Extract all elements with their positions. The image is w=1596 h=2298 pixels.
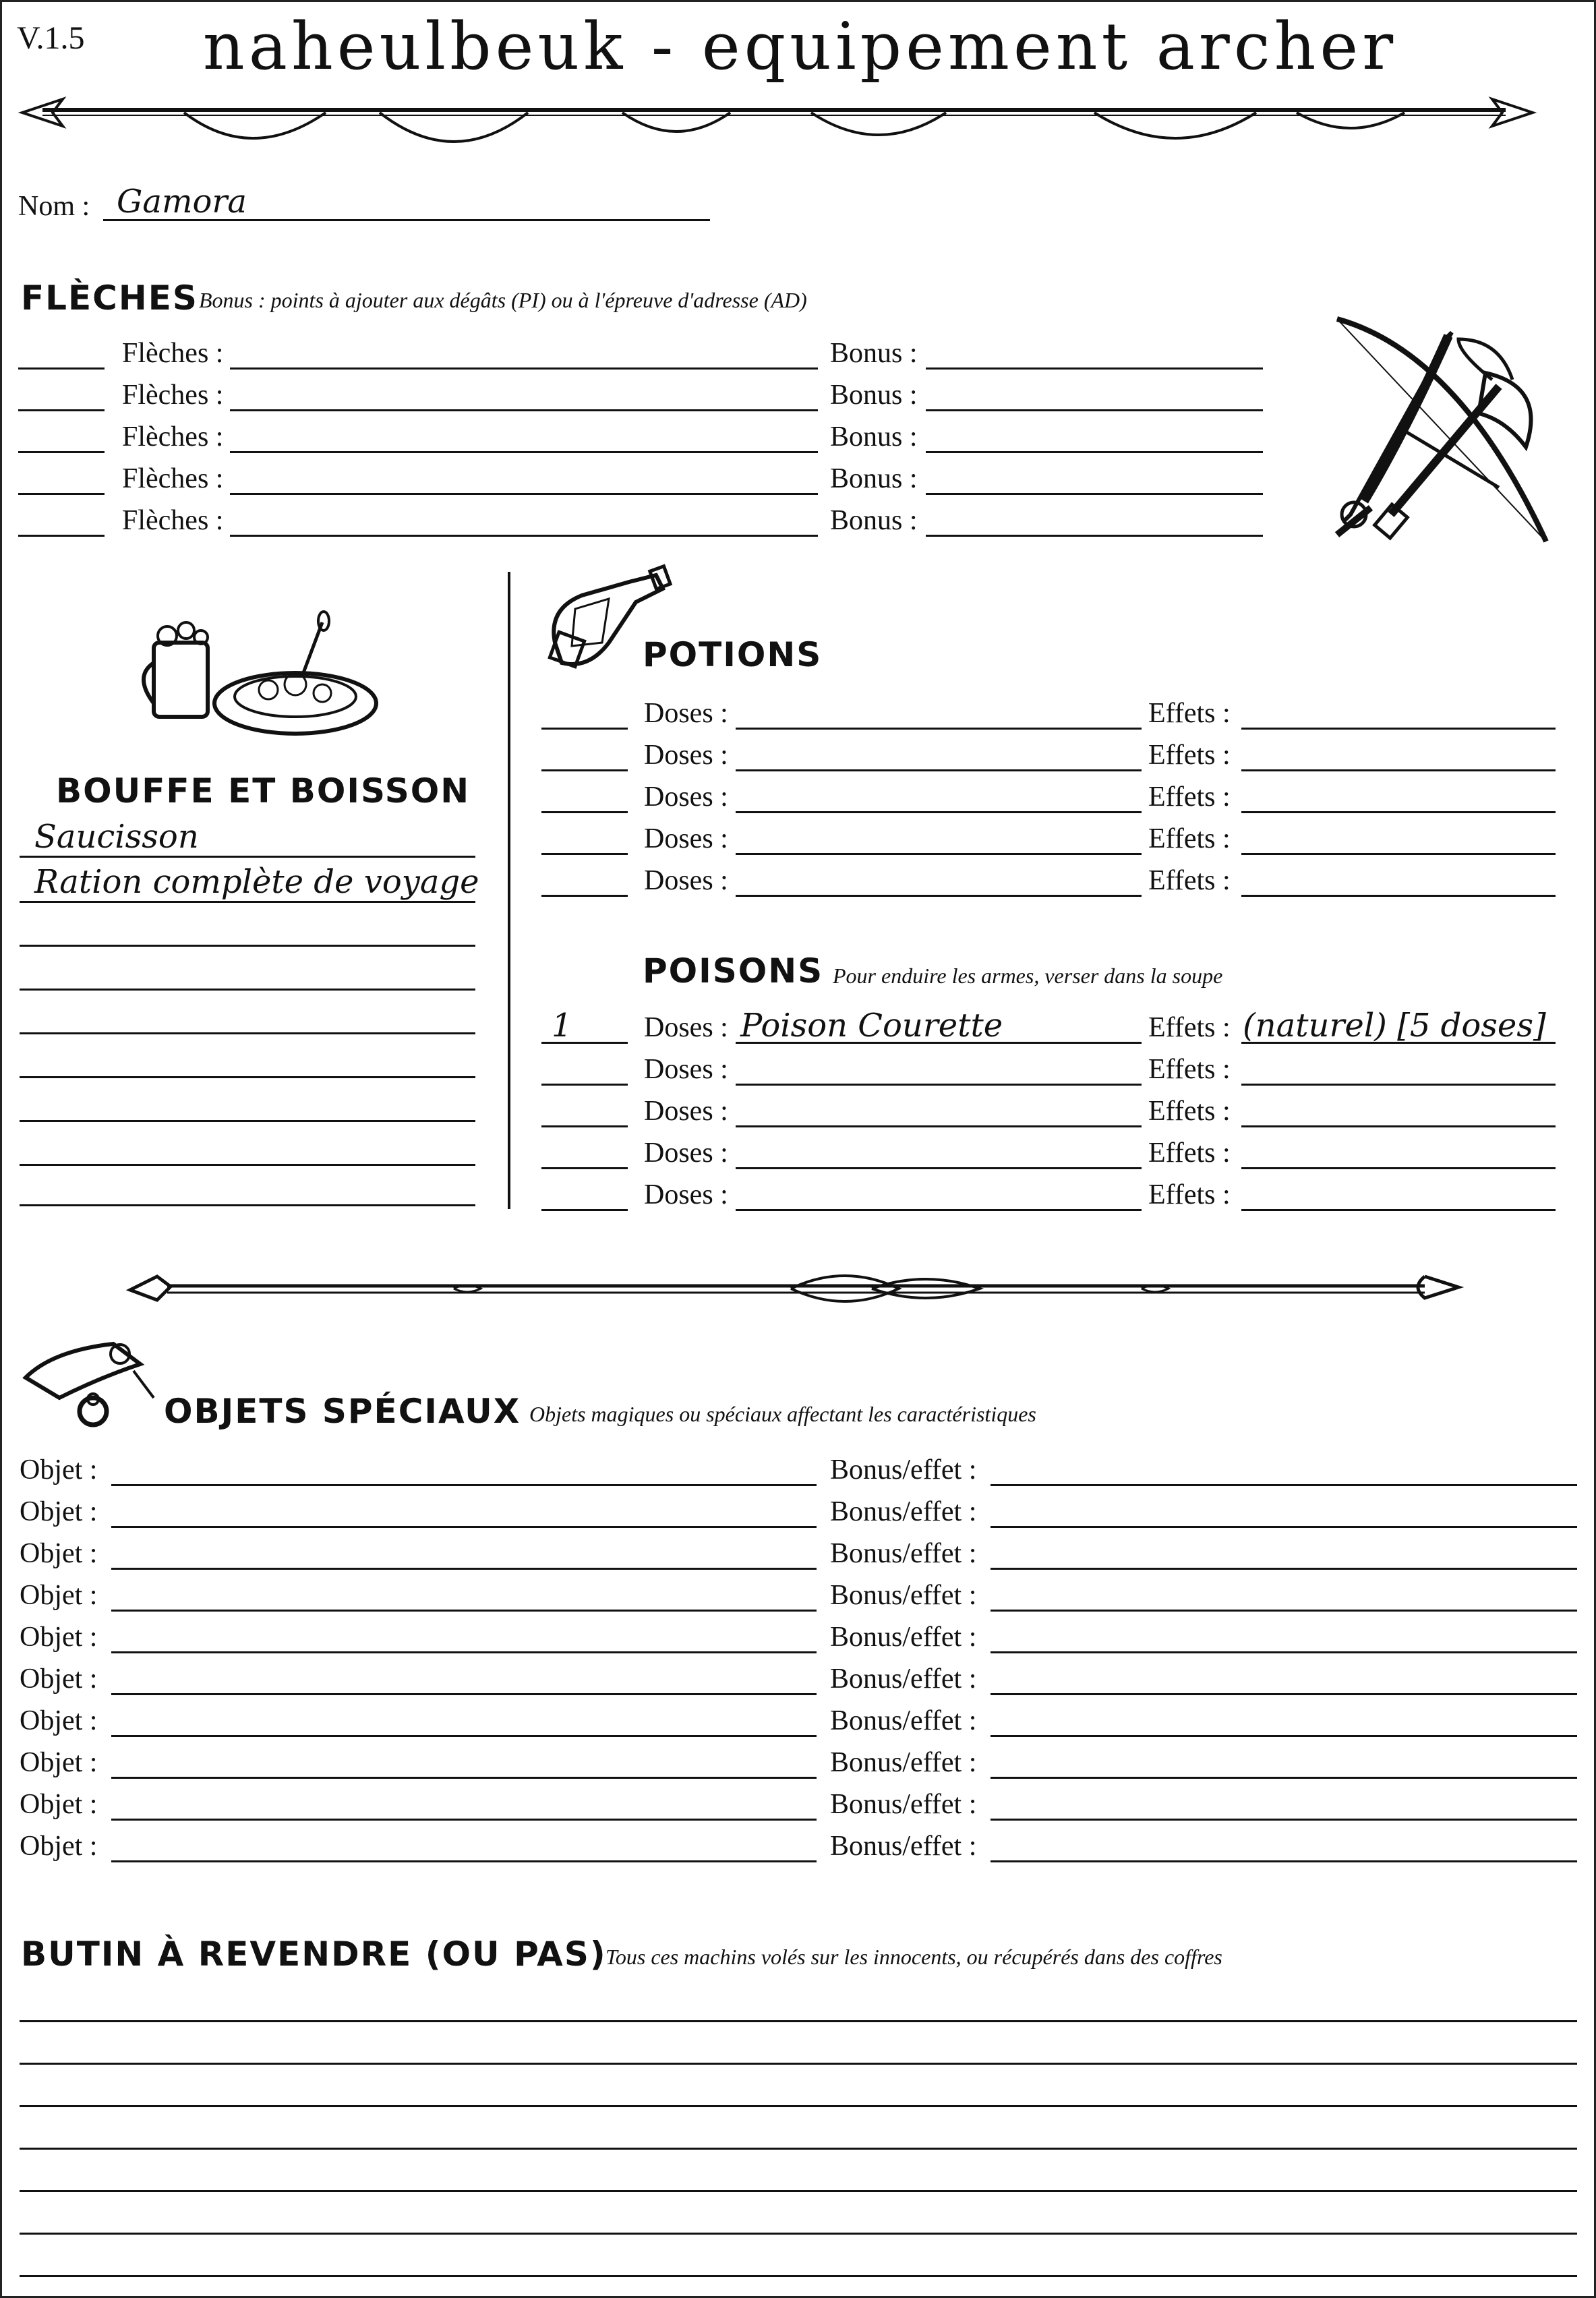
arrow-qty-line <box>18 451 105 453</box>
name-field-line <box>103 219 710 221</box>
potions-effects-label: Effets : <box>1148 782 1231 813</box>
food-line <box>20 1120 475 1122</box>
arrow-row-label: Flèches : <box>122 338 224 369</box>
poisons-effects-label: Effets : <box>1148 1096 1231 1127</box>
potions-qty-line <box>541 895 628 897</box>
poisons-doses-value[interactable]: Poison Courette <box>740 1007 1003 1044</box>
poisons-qty-line <box>541 1209 628 1211</box>
food-line <box>20 1076 475 1078</box>
potions-section-title: POTIONS <box>643 635 823 674</box>
special-bonus-line <box>991 1777 1577 1779</box>
loot-line <box>20 2190 1577 2192</box>
special-object-line <box>111 1651 817 1653</box>
loot-line <box>20 2233 1577 2235</box>
food-item[interactable]: Saucisson <box>34 818 199 856</box>
page-title: naheulbeuk - equipement archer <box>202 9 1398 84</box>
potions-qty-line <box>541 769 628 771</box>
arrow-qty-line <box>18 535 105 537</box>
special-object-line <box>111 1735 817 1737</box>
scroll-and-ring-icon <box>19 1337 160 1432</box>
potions-qty-line <box>541 811 628 813</box>
beer-and-meal-icon <box>140 609 383 744</box>
special-bonus-line <box>991 1651 1577 1653</box>
special-object-label: Objet : <box>20 1496 98 1527</box>
food-line <box>20 1032 475 1034</box>
arrow-qty-line <box>18 409 105 411</box>
poisons-effects-label: Effets : <box>1148 1138 1231 1169</box>
special-object-label: Objet : <box>20 1747 98 1778</box>
special-bonus-line <box>991 1735 1577 1737</box>
special-bonus-label: Bonus/effet : <box>830 1663 977 1695</box>
poisons-doses-line <box>736 1167 1142 1169</box>
version-label: V.1.5 <box>17 20 85 56</box>
special-bonus-label: Bonus/effet : <box>830 1622 977 1653</box>
potions-effects-line <box>1241 853 1556 855</box>
special-bonus-label: Bonus/effet : <box>830 1747 977 1778</box>
potions-effects-line <box>1241 728 1556 730</box>
potions-qty-line <box>541 728 628 730</box>
poisons-section-title: POISONS <box>643 951 824 991</box>
arrows-section-subtitle: Bonus : points à ajouter aux dégâts (PI) ou à l'épreuve d'adresse (AD) <box>199 288 807 312</box>
arrow-bonus-label: Bonus : <box>830 463 918 494</box>
potions-effects-label: Effets : <box>1148 865 1231 896</box>
potions-effects-label: Effets : <box>1148 698 1231 729</box>
arrow-name-line <box>230 409 818 411</box>
loot-line <box>20 2275 1577 2277</box>
food-line <box>20 856 475 858</box>
food-line <box>20 989 475 991</box>
name-label: Nom : <box>18 191 90 222</box>
poisons-doses-line <box>736 1209 1142 1211</box>
poisons-doses-line <box>736 1125 1142 1127</box>
special-object-label: Objet : <box>20 1622 98 1653</box>
potions-doses-label: Doses : <box>644 823 728 854</box>
poisons-section-subtitle: Pour enduire les armes, verser dans la soupe <box>833 964 1223 988</box>
special-object-label: Objet : <box>20 1789 98 1820</box>
potions-doses-line <box>736 895 1142 897</box>
arrow-row-label: Flèches : <box>122 421 224 452</box>
arrow-name-line <box>230 535 818 537</box>
special-bonus-label: Bonus/effet : <box>830 1580 977 1611</box>
potions-doses-label: Doses : <box>644 782 728 813</box>
poisons-effects-label: Effets : <box>1148 1012 1231 1043</box>
special-object-line <box>111 1484 817 1486</box>
special-bonus-label: Bonus/effet : <box>830 1538 977 1569</box>
food-line <box>20 945 475 947</box>
arrow-row-label: Flèches : <box>122 380 224 411</box>
loot-section-subtitle: Tous ces machins volés sur les innocents, ou récupérés dans des coffres <box>605 1945 1222 1969</box>
poisons-effects-line <box>1241 1125 1556 1127</box>
poisons-qty-line <box>541 1125 628 1127</box>
arrow-bonus-line <box>926 409 1263 411</box>
food-item[interactable]: Ration complète de voyage <box>34 863 479 901</box>
arrow-qty-line <box>18 493 105 495</box>
special-bonus-label: Bonus/effet : <box>830 1789 977 1820</box>
name-value[interactable]: Gamora <box>117 183 247 220</box>
arrow-name-line <box>230 493 818 495</box>
special-object-line <box>111 1610 817 1612</box>
special-object-line <box>111 1526 817 1528</box>
special-object-label: Objet : <box>20 1580 98 1611</box>
poisons-effects-line <box>1241 1084 1556 1086</box>
poisons-effects-line <box>1241 1167 1556 1169</box>
special-object-label: Objet : <box>20 1663 98 1695</box>
potions-effects-line <box>1241 895 1556 897</box>
arrow-bonus-line <box>926 535 1263 537</box>
arrow-name-line <box>230 451 818 453</box>
arrow-row-label: Flèches : <box>122 505 224 536</box>
potions-effects-line <box>1241 811 1556 813</box>
loot-line <box>20 2063 1577 2065</box>
arrow-bonus-line <box>926 493 1263 495</box>
column-divider <box>508 572 510 1209</box>
food-line <box>20 901 475 903</box>
special-bonus-line <box>991 1819 1577 1821</box>
loot-line <box>20 2148 1577 2150</box>
arrow-name-line <box>230 367 818 370</box>
arrow-row-label: Flèches : <box>122 463 224 494</box>
special-object-label: Objet : <box>20 1831 98 1862</box>
special-bonus-label: Bonus/effet : <box>830 1496 977 1527</box>
loot-line <box>20 2020 1577 2022</box>
poisons-effects-label: Effets : <box>1148 1054 1231 1085</box>
poisons-doses-label: Doses : <box>644 1096 728 1127</box>
arrow-divider-icon <box>16 90 1539 150</box>
arrow-bonus-label: Bonus : <box>830 421 918 452</box>
food-line <box>20 1204 475 1206</box>
food-section-title: BOUFFE ET BOISSON <box>56 771 471 811</box>
special-object-line <box>111 1819 817 1821</box>
poisons-effects-label: Effets : <box>1148 1179 1231 1210</box>
arrow-bonus-label: Bonus : <box>830 338 918 369</box>
poisons-qty-line <box>541 1167 628 1169</box>
special-bonus-line <box>991 1484 1577 1486</box>
special-bonus-label: Bonus/effet : <box>830 1831 977 1862</box>
special-object-line <box>111 1693 817 1695</box>
food-line <box>20 1164 475 1166</box>
special-object-line <box>111 1860 817 1862</box>
special-bonus-line <box>991 1568 1577 1570</box>
loot-line <box>20 2105 1577 2107</box>
poisons-doses-label: Doses : <box>644 1138 728 1169</box>
poisons-doses-label: Doses : <box>644 1012 728 1043</box>
special-object-line <box>111 1777 817 1779</box>
poisons-qty-line <box>541 1084 628 1086</box>
arrow-qty-line <box>18 367 105 370</box>
potions-doses-label: Doses : <box>644 865 728 896</box>
potions-qty-line <box>541 853 628 855</box>
potions-effects-line <box>1241 769 1556 771</box>
poisons-qty-value[interactable]: 1 <box>552 1007 572 1044</box>
special-object-line <box>111 1568 817 1570</box>
staff-divider-icon <box>130 1263 1465 1310</box>
potions-doses-label: Doses : <box>644 740 728 771</box>
arrow-bonus-line <box>926 367 1263 370</box>
arrows-section-title: FLÈCHES <box>21 278 198 318</box>
special-object-label: Objet : <box>20 1454 98 1485</box>
special-section-title: OBJETS SPÉCIAUX <box>164 1392 521 1431</box>
poisons-doses-label: Doses : <box>644 1179 728 1210</box>
arrow-bonus-label: Bonus : <box>830 380 918 411</box>
potions-doses-line <box>736 853 1142 855</box>
arrow-bonus-label: Bonus : <box>830 505 918 536</box>
poisons-doses-label: Doses : <box>644 1054 728 1085</box>
bow-axe-sword-icon <box>1324 312 1573 555</box>
special-section-subtitle: Objets magiques ou spéciaux affectant les caractéristiques <box>529 1402 1036 1426</box>
special-bonus-line <box>991 1526 1577 1528</box>
potions-doses-line <box>736 769 1142 771</box>
potions-doses-line <box>736 811 1142 813</box>
special-object-label: Objet : <box>20 1705 98 1736</box>
potions-doses-line <box>736 728 1142 730</box>
potions-doses-label: Doses : <box>644 698 728 729</box>
potions-effects-label: Effets : <box>1148 740 1231 771</box>
potions-effects-label: Effets : <box>1148 823 1231 854</box>
special-bonus-line <box>991 1860 1577 1862</box>
poisons-effects-value[interactable]: (naturel) [5 doses] <box>1243 1007 1546 1044</box>
loot-section-title: BUTIN À REVENDRE (OU PAS) <box>21 1935 607 1974</box>
poisons-effects-line <box>1241 1209 1556 1211</box>
special-bonus-label: Bonus/effet : <box>830 1454 977 1485</box>
special-object-label: Objet : <box>20 1538 98 1569</box>
poisons-doses-line <box>736 1084 1142 1086</box>
special-bonus-line <box>991 1610 1577 1612</box>
special-bonus-label: Bonus/effet : <box>830 1705 977 1736</box>
arrow-bonus-line <box>926 451 1263 453</box>
special-bonus-line <box>991 1693 1577 1695</box>
